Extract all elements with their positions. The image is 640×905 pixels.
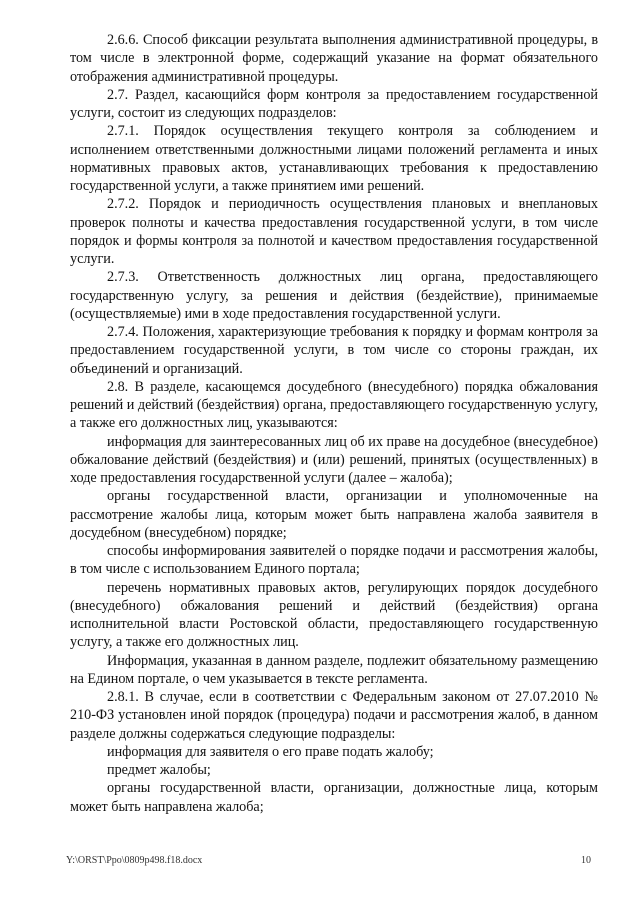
list-item-right-to-complain: информация для заявителя о его праве подать жалобу; [107, 743, 434, 760]
paragraph-2-7: 2.7. Раздел, касающийся форм контроля за предоставлением государственной услуги, состоит из следующих подразделов: [70, 86, 598, 121]
paragraph-2-7-1: 2.7.1. Порядок осуществления текущего контроля за соблюдением и исполнением ответственными должностными лицами положений регламента и иных нормативных правовых актов, устанавливающих требования к предоставлению государственной услуги, а также принятием ими решений. [70, 123, 598, 194]
list-item-legal-acts: перечень нормативных правовых актов, регулирующих порядок досудебного (внесудебного) обжалования решений и действий (бездействия) органа исполнительной власти Ростовской области, предоставляющего государственную услугу, а также его должностных лиц. [70, 579, 598, 651]
paragraph-2-7-2: 2.7.2. Порядок и периодичность осуществления плановых и внеплановых проверок полноты и качества предоставления государственной услуги, в том числе порядок и формы контроля за полнотой и качеством предоставления государственной услуги. [70, 196, 598, 267]
list-item-informing-methods: способы информирования заявителей о порядке подачи и рассмотрения жалобы, в том числе с использованием Единого портала; [70, 543, 598, 578]
document-body [70, 31, 598, 816]
paragraph-2-8: 2.8. В разделе, касающемся досудебного (внесудебного) порядка обжалования решений и действий (бездействия) органа, предоставляющего государственную услугу, а также его должностных лиц, указываются: [70, 378, 598, 432]
list-item-complaint-bodies: органы государственной власти, организации и уполномоченные на рассмотрение жалобы лица, которым может быть направлена жалоба заявителя в досудебном (внесудебном) порядке; [70, 488, 598, 541]
list-item-complaint-recipients: органы государственной власти, организации, должностные лица, которым может быть направлена жалоба; [70, 780, 598, 815]
list-item-complaint-rights: информация для заинтересованных лиц об их праве на досудебное (внесудебное) обжалование действий (бездействия) и (или) решений, принятых (осуществленных) в ходе предоставления государственной услуги (далее – жалоба); [70, 433, 598, 486]
paragraph-2-8-1: 2.8.1. В случае, если в соответствии с Федеральным законом от 27.07.2010 № 210-ФЗ установлен иной порядок (процедура) подачи и рассмотрения жалоб, в данном разделе должны содержаться следующие подразделы: [70, 689, 598, 742]
paragraph-2-7-3: 2.7.3. Ответственность должностных лиц органа, предоставляющего государственную услугу, за решения и действия (бездействие), принимаемые (осуществляемые) ими в ходе предоставления государственной услуги. [70, 269, 598, 322]
paragraph-2-7-4: 2.7.4. Положения, характеризующие требования к порядку и формам контроля за предоставлением государственной услуги, в том числе со стороны граждан, их объединений и организаций. [70, 324, 598, 377]
list-item-complaint-subject: предмет жалобы; [107, 762, 211, 778]
page-number: 10 [581, 855, 591, 866]
footer-file-path: Y:\ORST\Ppo\0809p498.f18.docx [66, 855, 203, 866]
paragraph-portal-info: Информация, указанная в данном разделе, подлежит обязательному размещению на Едином портале, о чем указывается в тексте регламента. [70, 652, 598, 687]
paragraph-2-6-6: 2.6.6. Способ фиксации результата выполнения административной процедуры, в том числе в электронной форме, содержащий указание на формат обязательного отображения административной процедуры. [70, 32, 598, 85]
